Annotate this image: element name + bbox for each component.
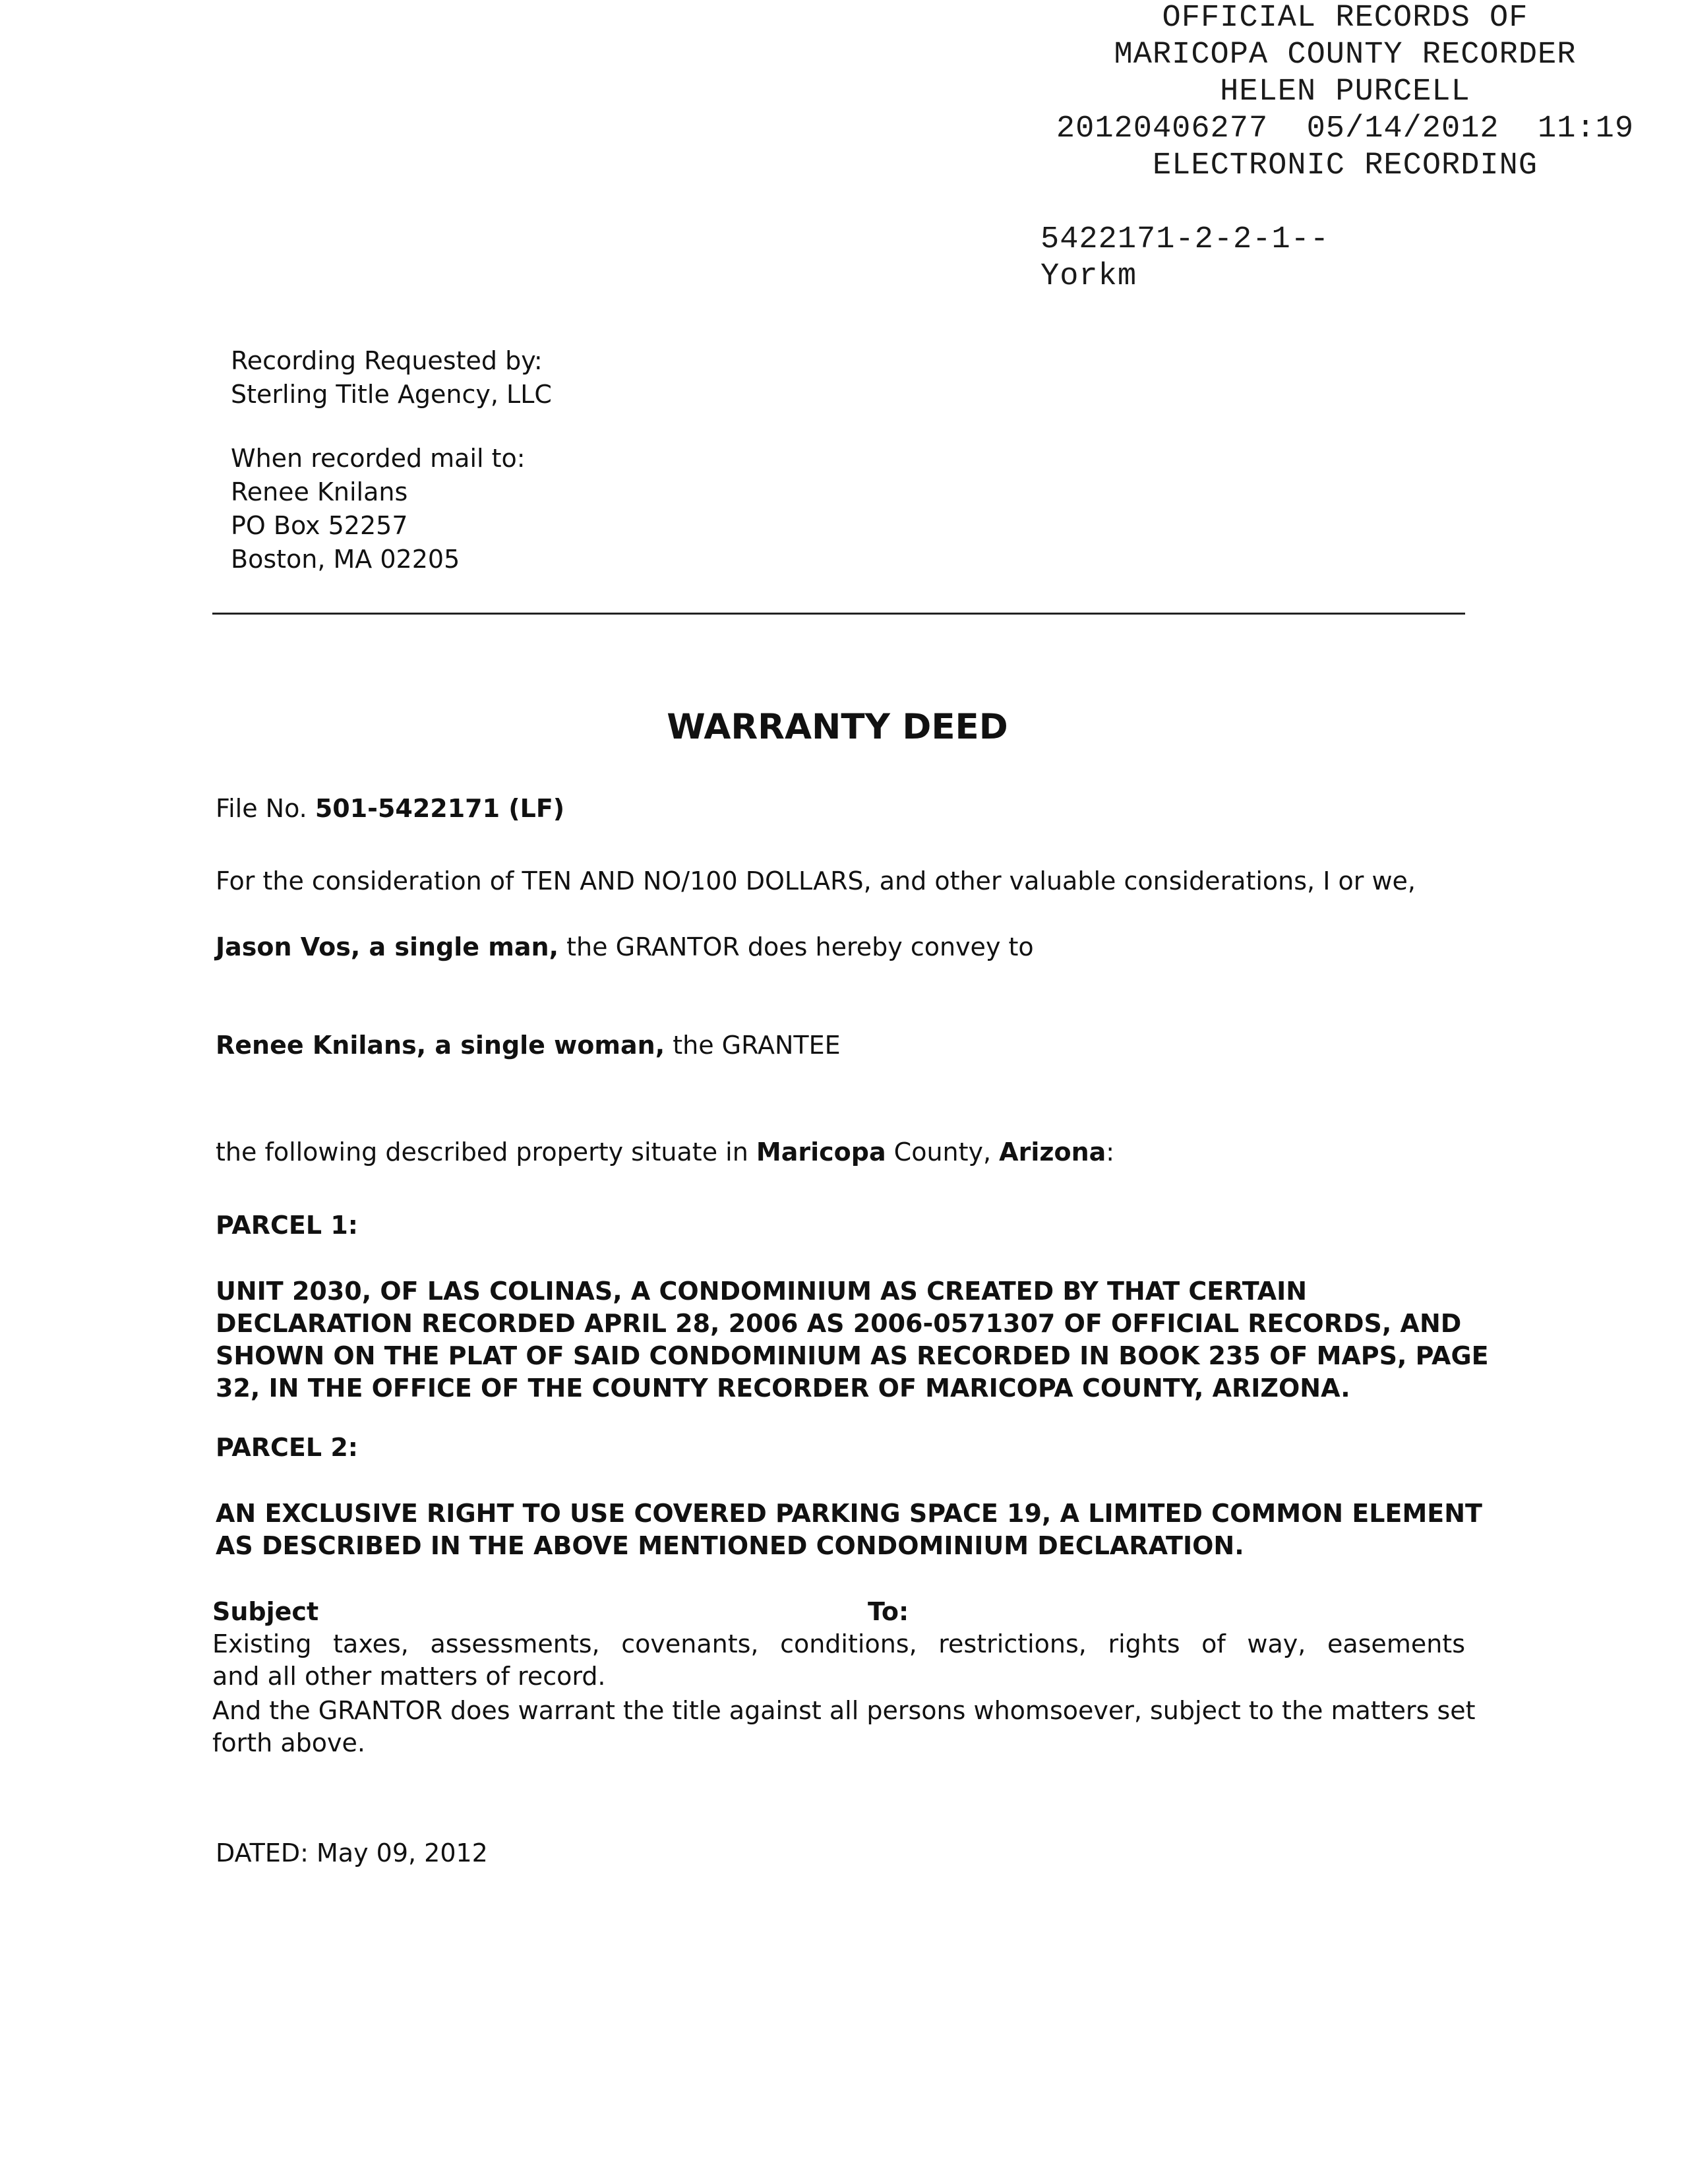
file-number (216, 793, 564, 825)
mail-to-label: When recorded mail to: (231, 444, 526, 473)
legal-line: AS DESCRIBED IN THE ABOVE MENTIONED CONDOMINIUM DECLARATION. (216, 1531, 1244, 1560)
subject-to-line-2: and all other matters of record. (212, 1662, 606, 1691)
stamp-line: OFFICIAL RECORDS OF (1162, 1, 1528, 36)
grantor-text: the GRANTOR does hereby convey to (558, 932, 1034, 961)
mail-to-city: Boston, MA 02205 (231, 545, 460, 574)
warranty-line-1: And the GRANTOR does warrant the title against all persons whomsoever, subject to the matters set (212, 1696, 1476, 1725)
dated-line: DATED: May 09, 2012 (216, 1838, 488, 1867)
recording-id-user: Yorkm (1040, 259, 1137, 294)
legal-line: DECLARATION RECORDED APRIL 28, 2006 AS 2006-0571307 OF OFFICIAL RECORDS, AND (216, 1309, 1462, 1338)
parcel-1-label-text: PARCEL 1: (216, 1211, 358, 1240)
mail-to-po-box: PO Box 52257 (231, 511, 408, 540)
stamp-line: ELECTRONIC RECORDING (1152, 148, 1538, 183)
county-name: Maricopa (756, 1138, 886, 1167)
file-number-value: 501-5422171 (LF) (315, 794, 565, 823)
recorder-stamp (1029, 0, 1662, 185)
recording-requested-agency: Sterling Title Agency, LLC (231, 380, 552, 409)
state-colon: : (1106, 1138, 1115, 1167)
warranty-line-2: forth above. (212, 1728, 365, 1757)
parcel-2-label (216, 1432, 358, 1464)
consideration-text: For the consideration of TEN AND NO/100 DOLLARS, and other valuable considerations, I or we, (216, 866, 1416, 895)
stamp-line: MARICOPA COUNTY RECORDER (1114, 38, 1577, 73)
subject-to-text: Existing taxes, assessments, covenants, conditions, restrictions, rights of way, easements (212, 1629, 1465, 1658)
subject-to-label: Subject To: (212, 1597, 909, 1626)
mail-to-name: Renee Knilans (231, 477, 408, 506)
legal-line: 32, IN THE OFFICE OF THE COUNTY RECORDER OF MARICOPA COUNTY, ARIZONA. (216, 1374, 1350, 1403)
file-number-label: File No. (216, 794, 307, 823)
recording-requested-block (231, 344, 552, 411)
subject-to-line-1 (212, 1596, 1465, 1660)
county-word: County, (886, 1138, 1000, 1167)
recording-id (1040, 222, 1329, 295)
parcel-1-description (216, 1275, 1489, 1405)
property-intro (216, 1136, 1114, 1168)
parcel-2-label-text: PARCEL 2: (216, 1433, 358, 1462)
grantee-line (216, 1029, 841, 1062)
document-title: WARRANTY DEED (667, 707, 1008, 747)
grantee-text: the GRANTEE (665, 1031, 841, 1060)
legal-line: AN EXCLUSIVE RIGHT TO USE COVERED PARKING SPACE 19, A LIMITED COMMON ELEMENT (216, 1499, 1482, 1528)
parcel-2-description (216, 1498, 1482, 1562)
legal-line: SHOWN ON THE PLAT OF SAID CONDOMINIUM AS RECORDED IN BOOK 235 OF MAPS, PAGE (216, 1341, 1489, 1370)
subject-to-clause (212, 1596, 1465, 1693)
grantor-line (216, 931, 1034, 963)
stamp-line: HELEN PURCELL (1220, 75, 1470, 109)
recording-id-number: 5422171-2-2-1-- (1040, 222, 1330, 257)
grantee-name: Renee Knilans, a single woman, (216, 1031, 665, 1060)
legal-line: UNIT 2030, OF LAS COLINAS, A CONDOMINIUM AS CREATED BY THAT CERTAIN (216, 1277, 1308, 1306)
state-name: Arizona (999, 1138, 1106, 1167)
parcel-1-label (216, 1209, 358, 1242)
recording-requested-label: Recording Requested by: (231, 346, 543, 375)
header-divider (212, 613, 1465, 615)
grantor-name: Jason Vos, a single man, (216, 932, 559, 961)
stamp-line: 20120406277 05/14/2012 11:19 (1056, 111, 1635, 146)
warranty-clause (212, 1695, 1476, 1759)
mail-to-block (231, 442, 526, 576)
property-intro-text: the following described property situate in (216, 1138, 756, 1167)
